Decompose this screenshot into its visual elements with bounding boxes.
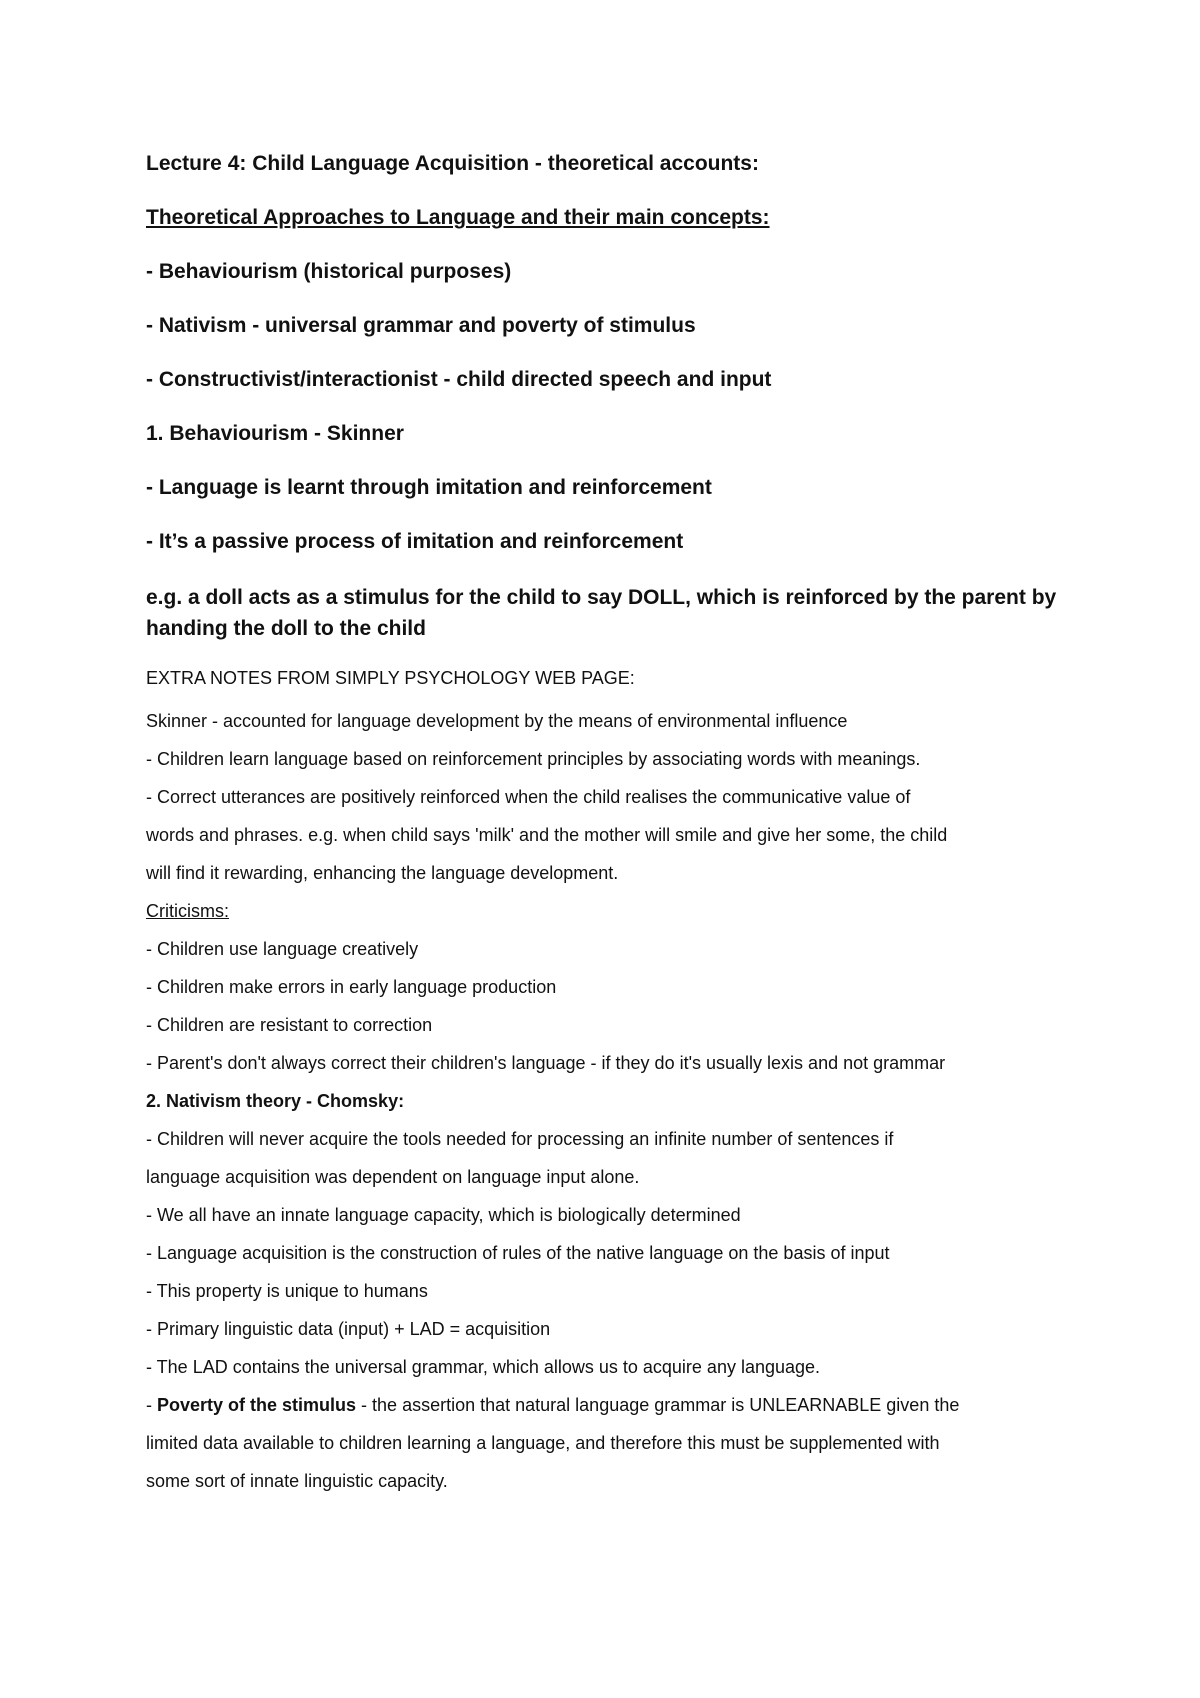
poverty-prefix: - — [146, 1395, 157, 1415]
extra-notes-line: words and phrases. e.g. when child says 'milk' and the mother will smile and give her some, the child — [146, 825, 948, 845]
poverty-of-stimulus-line: some sort of innate linguistic capacity. — [146, 1471, 448, 1491]
behaviourism-point: - Language is learnt through imitation and reinforcement — [146, 476, 712, 499]
nativism-line: language acquisition was dependent on language input alone. — [146, 1167, 640, 1187]
section-heading-text: Theoretical Approaches to Language and their main concepts: — [146, 206, 770, 229]
approach-behaviourism: - Behaviourism (historical purposes) — [146, 260, 512, 283]
criticism-item: - Parent's don't always correct their children's language - if they do it's usually lexis and not grammar — [146, 1053, 946, 1073]
nativism-line: - Children will never acquire the tools needed for processing an infinite number of sentences if — [146, 1129, 894, 1149]
poverty-term: Poverty of the stimulus — [157, 1395, 357, 1415]
extra-notes-line: - Correct utterances are positively reinforced when the child realises the communicative value of — [146, 787, 911, 807]
poverty-of-stimulus-line — [146, 1386, 1076, 1424]
extra-notes-line: - Children learn language based on reinforcement principles by associating words with meanings. — [146, 749, 921, 769]
poverty-of-stimulus-line: limited data available to children learning a language, and therefore this must be supplemented with — [146, 1433, 940, 1453]
section-heading — [146, 204, 1076, 232]
criticism-item: - Children make errors in early language production — [146, 977, 557, 997]
approach-constructivist: - Constructivist/interactionist - child directed speech and input — [146, 368, 772, 391]
nativism-line: - This property is unique to humans — [146, 1281, 428, 1301]
nativism-line: - Language acquisition is the construction of rules of the native language on the basis of input — [146, 1243, 890, 1263]
behaviourism-example — [146, 582, 1076, 644]
nativism-line: - Primary linguistic data (input) + LAD = acquisition — [146, 1319, 551, 1339]
nativism-line: - The LAD contains the universal grammar, which allows us to acquire any language. — [146, 1357, 821, 1377]
document-title: Lecture 4: Child Language Acquisition - theoretical accounts: — [146, 152, 759, 175]
behaviourism-point: - It’s a passive process of imitation and reinforcement — [146, 530, 684, 553]
example-line: handing the doll to the child — [146, 617, 426, 640]
extra-notes-line: Skinner - accounted for language development by the means of environmental influence — [146, 711, 848, 731]
criticism-item: - Children are resistant to correction — [146, 1015, 433, 1035]
document-body — [146, 150, 1076, 1500]
poverty-definition: - the assertion that natural language grammar is UNLEARNABLE given the — [356, 1395, 960, 1415]
criticism-item: - Children use language creatively — [146, 939, 419, 959]
extra-notes-line: will find it rewarding, enhancing the language development. — [146, 863, 619, 883]
approach-nativism: - Nativism - universal grammar and poverty of stimulus — [146, 314, 696, 337]
nativism-heading: 2. Nativism theory - Chomsky: — [146, 1091, 405, 1111]
criticisms-label — [146, 892, 1076, 930]
criticisms-label-text: Criticisms: — [146, 901, 229, 921]
nativism-line: - We all have an innate language capacity, which is biologically determined — [146, 1205, 741, 1225]
extra-notes-heading: EXTRA NOTES FROM SIMPLY PSYCHOLOGY WEB PAGE: — [146, 668, 635, 688]
example-line: e.g. a doll acts as a stimulus for the child to say DOLL, which is reinforced by the parent by — [146, 586, 1057, 609]
behaviourism-heading: 1. Behaviourism - Skinner — [146, 422, 404, 445]
